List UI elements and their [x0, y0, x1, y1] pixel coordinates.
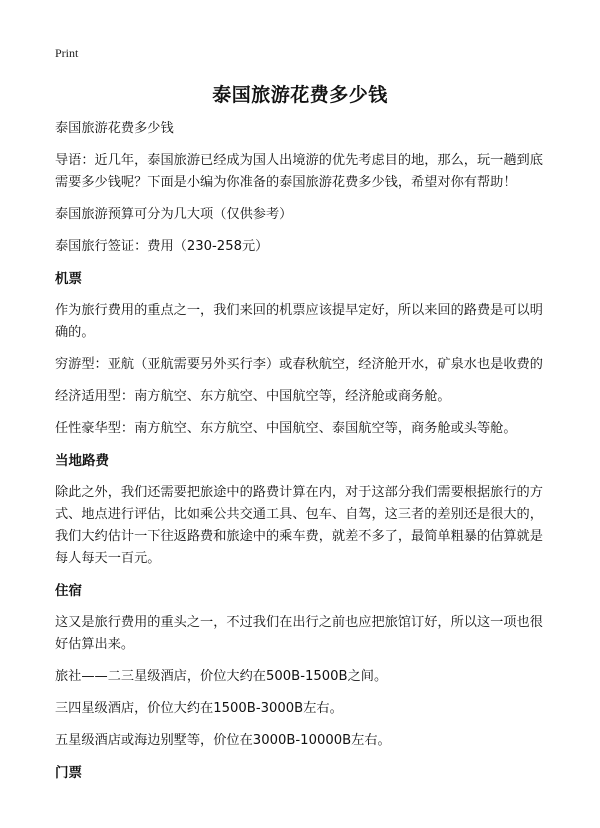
- heading-airfare: 机票: [55, 271, 82, 287]
- page-title: 泰国旅游花费多少钱: [212, 84, 388, 106]
- print-link[interactable]: Print: [55, 46, 79, 60]
- paragraph-subtitle: 泰国旅游花费多少钱: [55, 121, 174, 136]
- paragraph-five-star: 五星级酒店或海边别墅等，价位在3000B-10000B左右。: [55, 733, 391, 748]
- paragraph-airfare: 作为旅行费用的重点之一，我们来回的机票应该提早定好，所以来回的路费是可以明确的。: [55, 303, 543, 340]
- paragraph-local-transport: 除此之外，我们还需要把旅途中的路费计算在内，对于这部分我们需要根据旅行的方式、地点进行评估，比如乘公共交通工具、包车、自驾，这三者的差别还是很大的，我们大约估计一下往返路费和旅途中的乘车费，就差不多了，最简单粗暴的估算就是每人每天一百元。: [55, 485, 543, 566]
- paragraph-visa: 泰国旅行签证：费用（230-258元）: [55, 239, 269, 254]
- paragraph-three-four-star: 三四星级酒店，价位大约在1500B-3000B左右。: [55, 701, 343, 716]
- paragraph-intro: 导语：近几年，泰国旅游已经成为国人出境游的优先考虑目的地，那么，玩一趟到底需要多少钱呢？下面是小编为你准备的泰国旅游花费多少钱，希望对你有帮助！: [55, 153, 543, 190]
- paragraph-luxury-type: 任性豪华型：南方航空、东方航空、中国航空、泰国航空等，商务舱或头等舱。: [55, 421, 517, 436]
- paragraph-budget-type: 穷游型：亚航（亚航需要另外买行李）或春秋航空，经济舱开水，矿泉水也是收费的: [55, 357, 543, 372]
- paragraph-budget: 泰国旅游预算可分为几大项（仅供参考）: [55, 207, 293, 222]
- paragraph-accommodation: 这又是旅行费用的重头之一，不过我们在出行之前也应把旅馆订好，所以这一项也很好估算出来。: [55, 615, 543, 652]
- paragraph-hostel: 旅社——二三星级酒店，价位大约在500B-1500B之间。: [55, 669, 388, 684]
- heading-accommodation: 住宿: [55, 583, 82, 599]
- heading-local-transport: 当地路费: [55, 453, 109, 469]
- article-body: [55, 118, 547, 794]
- heading-tickets: 门票: [55, 765, 82, 781]
- paragraph-economy-type: 经济适用型：南方航空、东方航空、中国航空等，经济舱或商务舱。: [55, 389, 451, 404]
